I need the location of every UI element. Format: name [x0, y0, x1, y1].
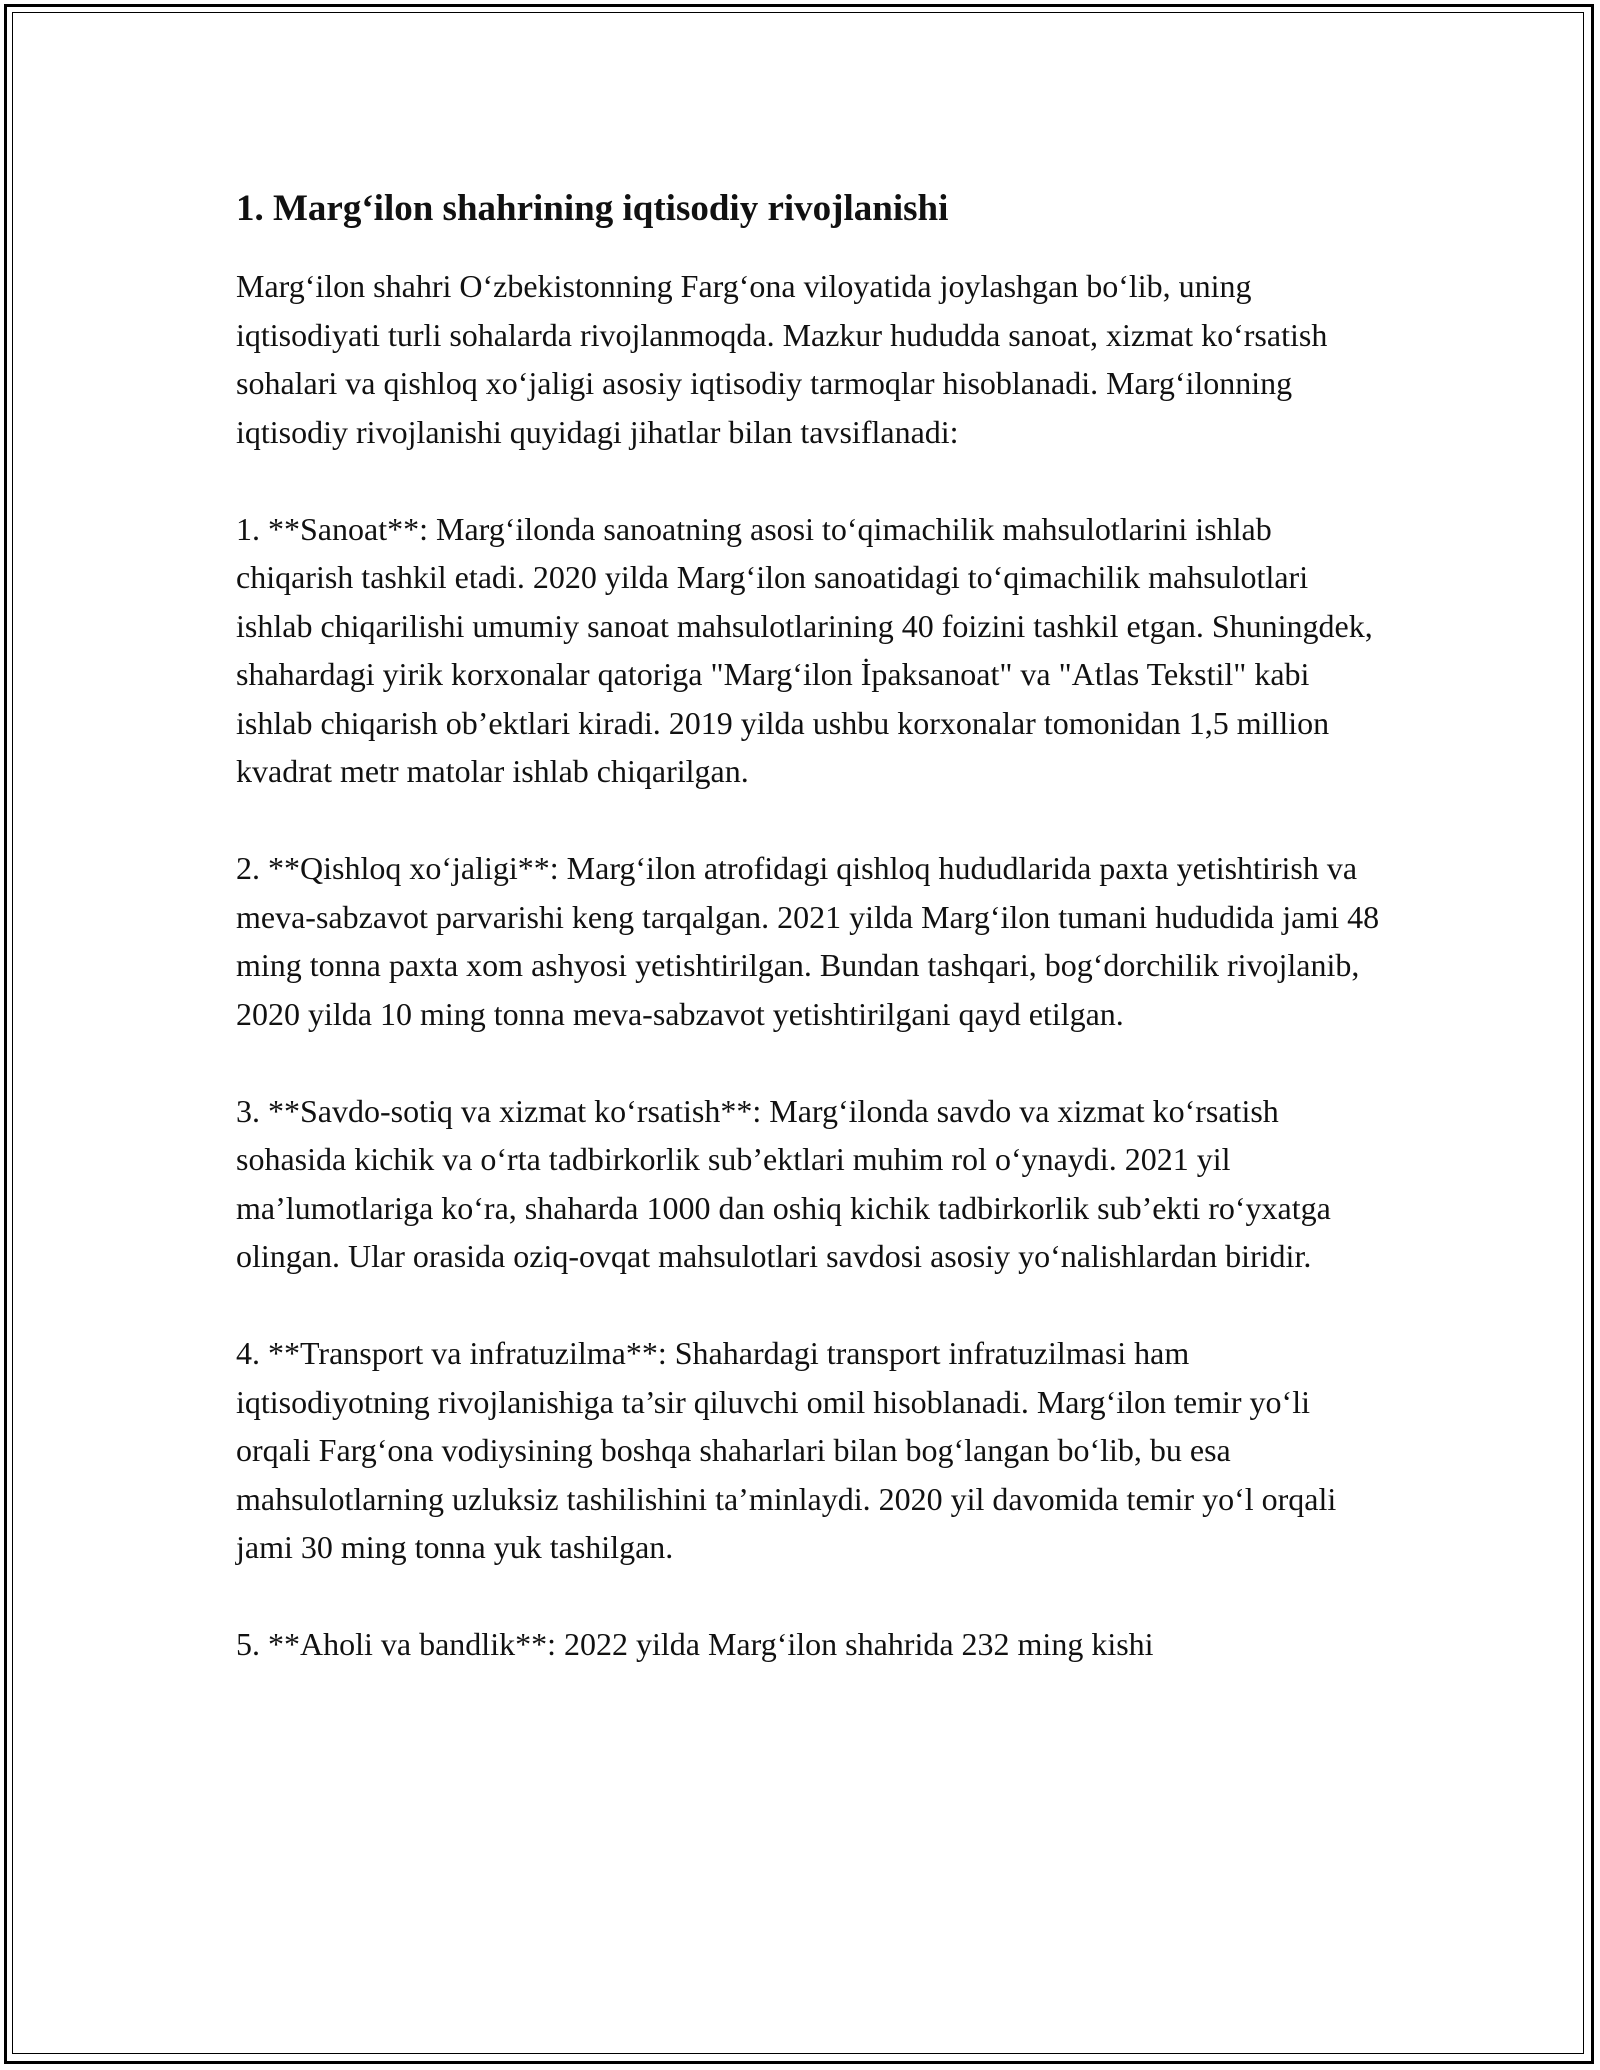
paragraph-population: 5. **Aholi va bandlik**: 2022 yilda Marg‘ilon shahrida 232 ming kishi: [236, 1626, 1154, 1663]
paragraph-industry: 1. **Sanoat**: Marg‘ilonda sanoatning asosi to‘qimachilik mahsulotlarini ishlab chiqarish tashkil etadi. 2020 yilda Marg‘ilon sanoatidagi to‘qimachilik mahsulotlari ishlab chiqarilishi umumiy sanoat mahsulotlarining 40 foizini tashkil etgan. Shuningdek, shahardagi yirik korxonalar qatoriga "Marg‘ilon İpaksanoat" va "Atlas Tekstil" kabi ishlab chiqarish ob’ektlari kiradi. 2019 yilda ushbu korxonalar tomonidan 1,5 million kvadrat metr matolar ishlab chiqarilgan.: [236, 510, 1373, 790]
document-title: 1. Marg‘ilon shahrining iqtisodiy rivojlanishi: [236, 188, 949, 229]
paragraph-intro: Marg‘ilon shahri O‘zbekistonning Farg‘ona viloyatida joylashgan bo‘lib, uning iqtisodiyati turli sohalarda rivojlanmoqda. Mazkur hududda sanoat, xizmat ko‘rsatish sohalari va qishloq xo‘jaligi asosiy iqtisodiy tarmoqlar hisoblanadi. Marg‘ilonning iqtisodiy rivojlanishi quyidagi jihatlar bilan tavsiflanadi:: [236, 268, 1328, 450]
paragraph-trade-services: 3. **Savdo-sotiq va xizmat ko‘rsatish**: Marg‘ilonda savdo va xizmat ko‘rsatish sohasida kichik va o‘rta tadbirkorlik sub’ektlari muhim rol o‘ynaydi. 2021 yil ma’lumotlariga ko‘ra, shaharda 1000 dan oshiq kichik tadbirkorlik sub’ekti ro‘yxatga olingan. Ular orasida oziq-ovqat mahsulotlari savdosi asosiy yo‘nalishlardan biridir.: [236, 1092, 1331, 1275]
document-page: [236, 186, 1386, 1717]
paragraph-agriculture: 2. **Qishloq xo‘jaligi**: Marg‘ilon atrofidagi qishloq hududlarida paxta yetishtirish va meva-sabzavot parvarishi keng tarqalgan. 2021 yilda Marg‘ilon tumani hududida jami 48 ming tonna paxta xom ashyosi yetishtirilgan. Bundan tashqari, bog‘dorchilik rivojlanib, 2020 yilda 10 ming tonna meva-sabzavot yetishtirilgani qayd etilgan.: [236, 850, 1380, 1032]
paragraph-transport: 4. **Transport va infratuzilma**: Shahardagi transport infratuzilmasi ham iqtisodiyotning rivojlanishiga ta’sir qiluvchi omil hisoblanadi. Marg‘ilon temir yo‘li orqali Farg‘ona vodiysining boshqa shaharlari bilan bog‘langan bo‘lib, bu esa mahsulotlarning uzluksiz tashilishini ta’minlaydi. 2020 yil davomida temir yo‘l orqali jami 30 ming tonna yuk tashilgan.: [236, 1335, 1337, 1566]
